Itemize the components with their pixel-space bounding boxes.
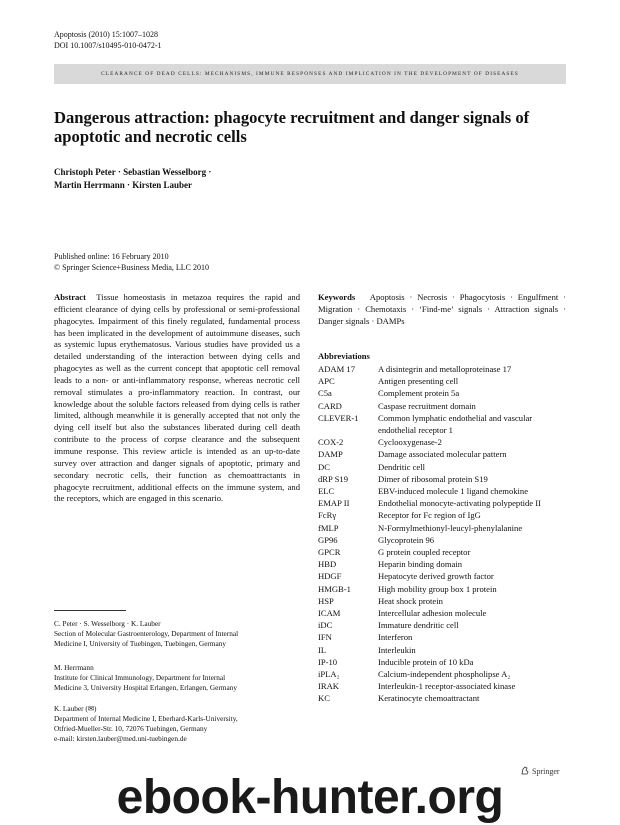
abbreviation-row — [318, 619, 568, 631]
author-list — [54, 166, 354, 192]
abbreviation-term: DAMP — [318, 449, 343, 460]
abbreviation-term: dRP S19 — [318, 473, 349, 484]
abbreviation-term: fMLP — [318, 522, 339, 533]
abbreviation-term: COX-2 — [318, 437, 344, 448]
keywords-label: Keywords — [318, 292, 356, 302]
affiliation-line: Section of Molecular Gastroenterology, Department of Internal — [54, 629, 239, 638]
abbreviation-row — [318, 644, 568, 656]
section-band: CLEARANCE OF DEAD CELLS: MECHANISMS, IMMUNE RESPONSES AND IMPLICATION IN THE DEVELOPMENT OF DISEASES — [54, 64, 566, 84]
abbreviation-row — [318, 668, 568, 680]
abbreviation-term: APC — [318, 376, 335, 387]
abbreviation-row — [318, 534, 568, 546]
abbreviation-row — [318, 400, 568, 412]
abbreviation-term: FcRγ — [318, 510, 337, 521]
abbreviation-definition: Inducible protein of 10 kDa — [378, 656, 474, 667]
abbreviations-heading: Abbreviations — [318, 351, 370, 361]
abbreviation-definition: Dimer of ribosomal protein S19 — [378, 473, 488, 484]
abbreviation-row — [318, 375, 568, 387]
abbreviation-definition: A disintegrin and metalloproteinase 17 — [378, 364, 512, 374]
abbreviation-definition: Interleukin — [378, 644, 416, 655]
affiliation-line: Medicine I, University of Tuebingen, Tuebingen, Germany — [54, 639, 227, 648]
abbreviation-row — [318, 631, 568, 643]
affiliation-line: Department of Internal Medicine I, Eberhard-Karls-University, — [54, 714, 238, 723]
abbreviation-row — [318, 387, 568, 399]
abbreviation-row — [318, 558, 568, 570]
abbreviation-term: IRAK — [318, 681, 340, 692]
watermark: ebook-hunter.org — [116, 771, 504, 824]
abbreviation-term: IFN — [318, 632, 332, 643]
affiliation-line: Institute for Clinical Immunology, Department for Internal — [54, 673, 226, 682]
authors-line-1: Christoph Peter · Sebastian Wesselborg · — [54, 167, 212, 177]
abbreviation-definition: Calcium-independent phospholipse A₂ — [378, 669, 511, 680]
email-link[interactable]: e-mail: kirsten.lauber@med.uni-tuebingen.de — [54, 734, 187, 743]
abbreviation-row — [318, 570, 568, 582]
abbreviation-definition: High mobility group box 1 protein — [378, 583, 497, 594]
abbreviation-definition: Immature dendritic cell — [378, 620, 459, 631]
abbreviation-term: CARD — [318, 400, 342, 411]
abbreviations-list — [318, 363, 568, 705]
abbreviation-definition: Interferon — [378, 632, 413, 643]
abstract — [54, 292, 300, 505]
abbreviation-term: DC — [318, 461, 330, 472]
abbreviation-term: ELC — [318, 486, 335, 497]
abbreviation-definition: Antigen presenting cell — [378, 376, 459, 387]
abbreviation-term: HSP — [318, 595, 334, 606]
abbreviation-definition: N-Formylmethionyl-leucyl-phenylalanine — [378, 522, 523, 533]
abbreviation-term: IP-10 — [318, 656, 338, 667]
keywords — [318, 292, 566, 328]
copyright: © Springer Science+Business Media, LLC 2010 — [54, 263, 210, 272]
abbreviation-definition: Dendritic cell — [378, 461, 426, 472]
abbreviation-row — [318, 448, 568, 460]
abbreviation-term: EMAP II — [318, 498, 350, 509]
keywords-text: Apoptosis · Necrosis · Phagocytosis · Engulfment · Migration · Chemotaxis · ‘Find-me’ signals · Attraction signals · Danger signals · DAMPs — [318, 292, 566, 326]
abbreviation-definition: Common lymphatic endothelial and vascular endothelial receptor 1 — [378, 412, 533, 436]
article-title: Dangerous attraction: phagocyte recruitment and danger signals of apoptotic and necrotic cells — [54, 108, 530, 146]
abbreviation-row — [318, 412, 568, 436]
abbreviation-row — [318, 595, 568, 607]
abbreviation-row — [318, 607, 568, 619]
footnote-rule — [54, 610, 126, 611]
abbreviation-definition: Hepatocyte derived growth factor — [378, 571, 494, 582]
abbreviation-definition: Glycoprotein 96 — [378, 534, 435, 545]
doi: DOI 10.1007/s10495-010-0472-1 — [54, 41, 162, 50]
abbreviation-term: C5a — [318, 388, 332, 399]
abbreviation-definition: EBV-induced molecule 1 ligand chemokine — [378, 486, 529, 497]
abbreviation-row — [318, 680, 568, 692]
abbreviation-term: HMGB-1 — [318, 583, 351, 594]
abbreviation-row — [318, 656, 568, 668]
abbreviation-definition: Heparin binding domain — [378, 559, 463, 570]
abbreviation-row — [318, 461, 568, 473]
journal-citation: Apoptosis (2010) 15:1007–1028 — [54, 30, 158, 39]
authors-line-2: Martin Herrmann · Kirsten Lauber — [54, 180, 192, 190]
abbreviation-row — [318, 522, 568, 534]
abbreviation-definition: G protein coupled receptor — [378, 547, 471, 558]
affiliation-3 — [54, 704, 314, 744]
abbreviation-term: iDC — [318, 620, 333, 631]
abbreviation-definition: Cyclooxygenase-2 — [378, 437, 442, 448]
affiliation-names: C. Peter · S. Wesselborg · K. Lauber — [54, 619, 161, 628]
abbreviation-definition: Complement protein 5a — [378, 388, 460, 399]
publisher-name: Springer — [532, 766, 560, 776]
abbreviation-term: iPLA₂ — [318, 669, 340, 680]
abbreviation-term: ADAM 17 — [318, 364, 356, 374]
abbreviation-definition: Damage associated molecular pattern — [378, 449, 507, 460]
abbreviation-row — [318, 436, 568, 448]
abbreviation-definition: Keratinocyte chemoattractant — [378, 693, 480, 704]
abbreviation-term: HDGF — [318, 571, 342, 582]
affiliation-line: Medicine 3, University Hospital Erlangen, Erlangen, Germany — [54, 683, 237, 692]
abbreviation-definition: Receptor for Fc region of IgG — [378, 510, 481, 521]
publication-info — [54, 251, 209, 273]
abbreviation-definition: Heat shock protein — [378, 595, 443, 606]
abbreviation-row — [318, 692, 568, 704]
abbreviation-definition: Endothelial monocyte-activating polypeptide II — [378, 498, 541, 509]
abbreviation-row — [318, 473, 568, 485]
journal-header — [54, 29, 162, 51]
abbreviation-row — [318, 509, 568, 521]
abbreviation-row — [318, 546, 568, 558]
affiliation-names: M. Herrmann — [54, 663, 94, 672]
abbreviation-row — [318, 583, 568, 595]
published-date: Published online: 16 February 2010 — [54, 252, 169, 261]
abbreviation-term: IL — [318, 644, 327, 655]
abbreviation-term: CLEVER-1 — [318, 412, 359, 423]
abbreviation-row — [318, 363, 568, 375]
abbreviation-definition: Caspase recruitment domain — [378, 400, 476, 411]
abbreviation-term: GPCR — [318, 547, 341, 558]
affiliation-1 — [54, 619, 314, 649]
abstract-label: Abstract — [54, 292, 86, 302]
abbreviation-term: HBD — [318, 559, 337, 570]
abbreviation-term: KC — [318, 693, 330, 704]
abbreviation-row — [318, 497, 568, 509]
abbreviation-row — [318, 485, 568, 497]
affiliation-line: Otfried-Mueller-Str. 10, 72076 Tuebingen, Germany — [54, 724, 208, 733]
abbreviation-definition: Intercellular adhesion molecule — [378, 608, 487, 619]
abbreviation-term: ICAM — [318, 608, 341, 619]
abbreviation-definition: Interleukin-1 receptor-associated kinase — [378, 681, 516, 692]
abbreviation-term: GP96 — [318, 534, 338, 545]
abstract-text: Tissue homeostasis in metazoa requires the rapid and efficient clearance of dying cells by professional or semi-professional phagocytes. Impairment of this finely regulated, fundamental process has been implicated in the development of autoimmune diseases, such as systemic lupus erythematosus. Various studies have provided us a detailed understanding of the interaction between dying cells and phagocytes as well as the current concept that apoptotic cell removal leads to a non- or anti-inflammatory response, whereas necrotic cell removal stimulates a pro-inflammatory reaction. In contrast, our knowledge about the soluble factors released from dying cells is rather limited, although meanwhile it is generally accepted that not only the dying cell itself but also the substances liberated during cell death contribute to the process of corpse clearance and the subsequent immune response. This review article is intended as an up-to-date survey over attraction and danger signals of apoptotic, primary and secondary necrotic cells, their function as chemoattractants in phagocyte recruitment, additional effects on the immune system, and the receptors, which are engaged in this scenario. — [54, 292, 300, 504]
affiliation-names: K. Lauber (✉) — [54, 704, 97, 713]
affiliation-2 — [54, 663, 314, 693]
